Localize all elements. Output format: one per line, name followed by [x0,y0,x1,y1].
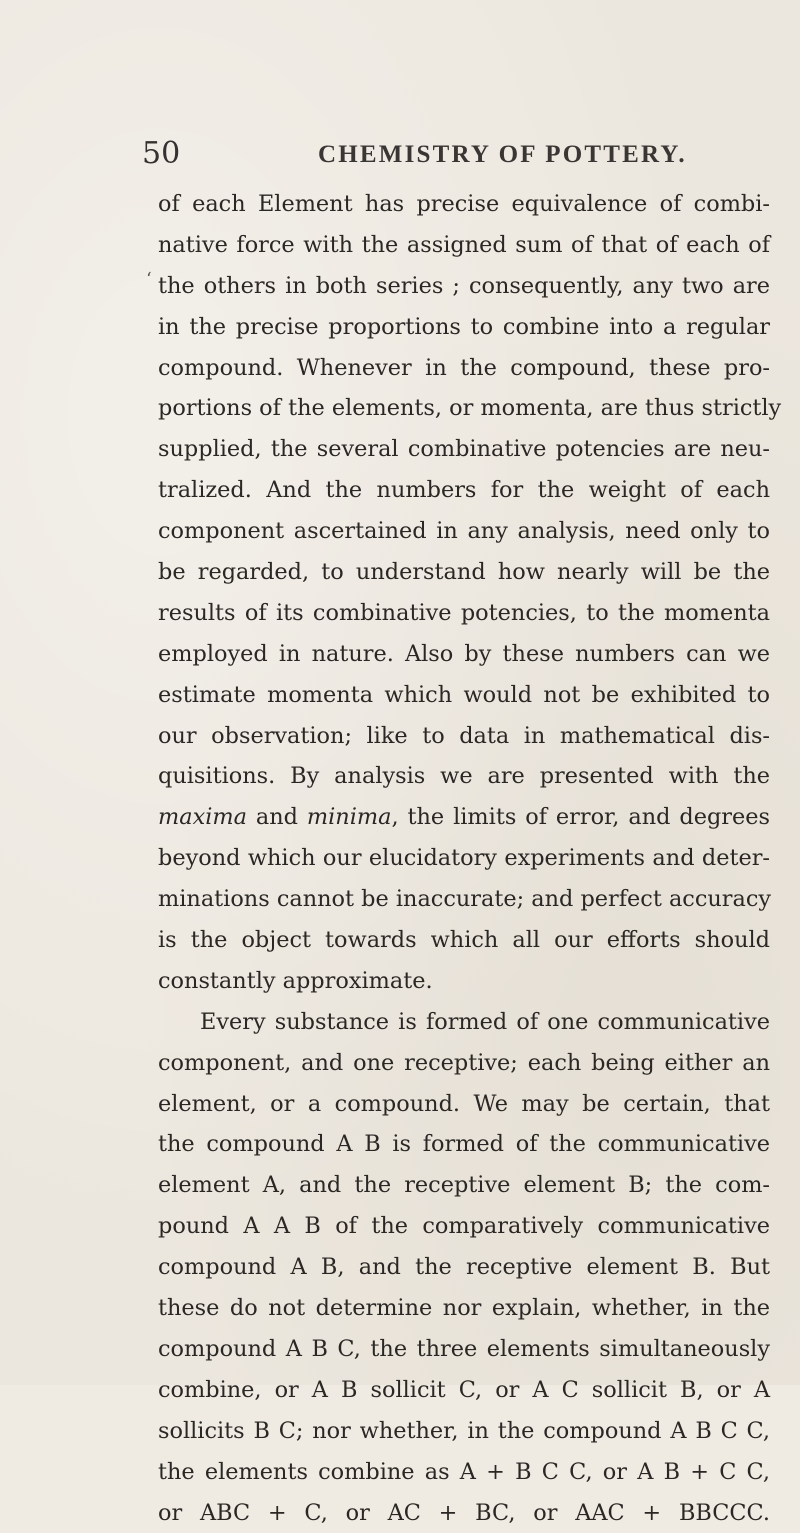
text-line: results of its combinative potencies, to the momenta [158,593,770,634]
text-line: the elements combine as A + B C C, or A B + C C, [158,1452,770,1493]
text-line: beyond which our elucidatory experiments and deter- [158,838,770,879]
text-line: the compound A B is formed of the communicative [158,1124,770,1165]
text-line-italic: maxima and minima, the limits of error, and degrees [158,797,770,838]
text-line: compound. Whenever in the compound, these pro- [158,348,770,389]
text-line: in the precise proportions to combine into a regular [158,307,770,348]
text-line: of each Element has precise equivalence of combi- [158,184,770,225]
text-line: employed in nature. Also by these numbers can we [158,634,770,675]
text-line: our observation; like to data in mathematical dis- [158,716,770,757]
text-line: component ascertained in any analysis, need only to [158,511,770,552]
text-line: is the object towards which all our efforts should [158,920,770,961]
text-line: minations cannot be inaccurate; and perfect accuracy [158,879,770,920]
text-line: or ABC + C, or AC + BC, or AAC + BBCCC. [158,1493,770,1533]
text-line: supplied, the several combinative potencies are neu- [158,429,770,470]
running-head: CHEMISTRY OF POTTERY. [318,138,687,172]
text-line: these do not determine nor explain, whether, in the [158,1288,770,1329]
text-line: ‘ the others in both series ; consequently, any two are [158,266,770,307]
paragraph-start-line: Every substance is formed of one communicative [158,1002,770,1043]
text-line: be regarded, to understand how nearly will be the [158,552,770,593]
text-line: combine, or A B sollicit C, or A C sollicit B, or A [158,1370,770,1411]
text-line: quisitions. By analysis we are presented with the [158,756,770,797]
text-line: tralized. And the numbers for the weight of each [158,470,770,511]
text-line: native force with the assigned sum of that of each of [158,225,770,266]
italic-word: maxima [158,804,247,830]
text-line: portions of the elements, or momenta, are thus strictly [158,388,770,429]
text-line: pound A A B of the comparatively communicative [158,1206,770,1247]
text-line: constantly approximate. [158,961,770,1002]
text-line: estimate momenta which would not be exhibited to [158,675,770,716]
page-number: 50 [142,134,180,174]
text-line: sollicits B C; nor whether, in the compound A B C C, [158,1411,770,1452]
text-line: compound A B C, the three elements simultaneously [158,1329,770,1370]
text-line: element A, and the receptive element B; the com- [158,1165,770,1206]
text-line: component, and one receptive; each being either an [158,1043,770,1084]
page-header [142,134,752,174]
text-line: compound A B, and the receptive element B. But [158,1247,770,1288]
text-line: element, or a compound. We may be certain, that [158,1084,770,1125]
body-text [158,184,770,1533]
italic-word: minima [307,804,392,830]
